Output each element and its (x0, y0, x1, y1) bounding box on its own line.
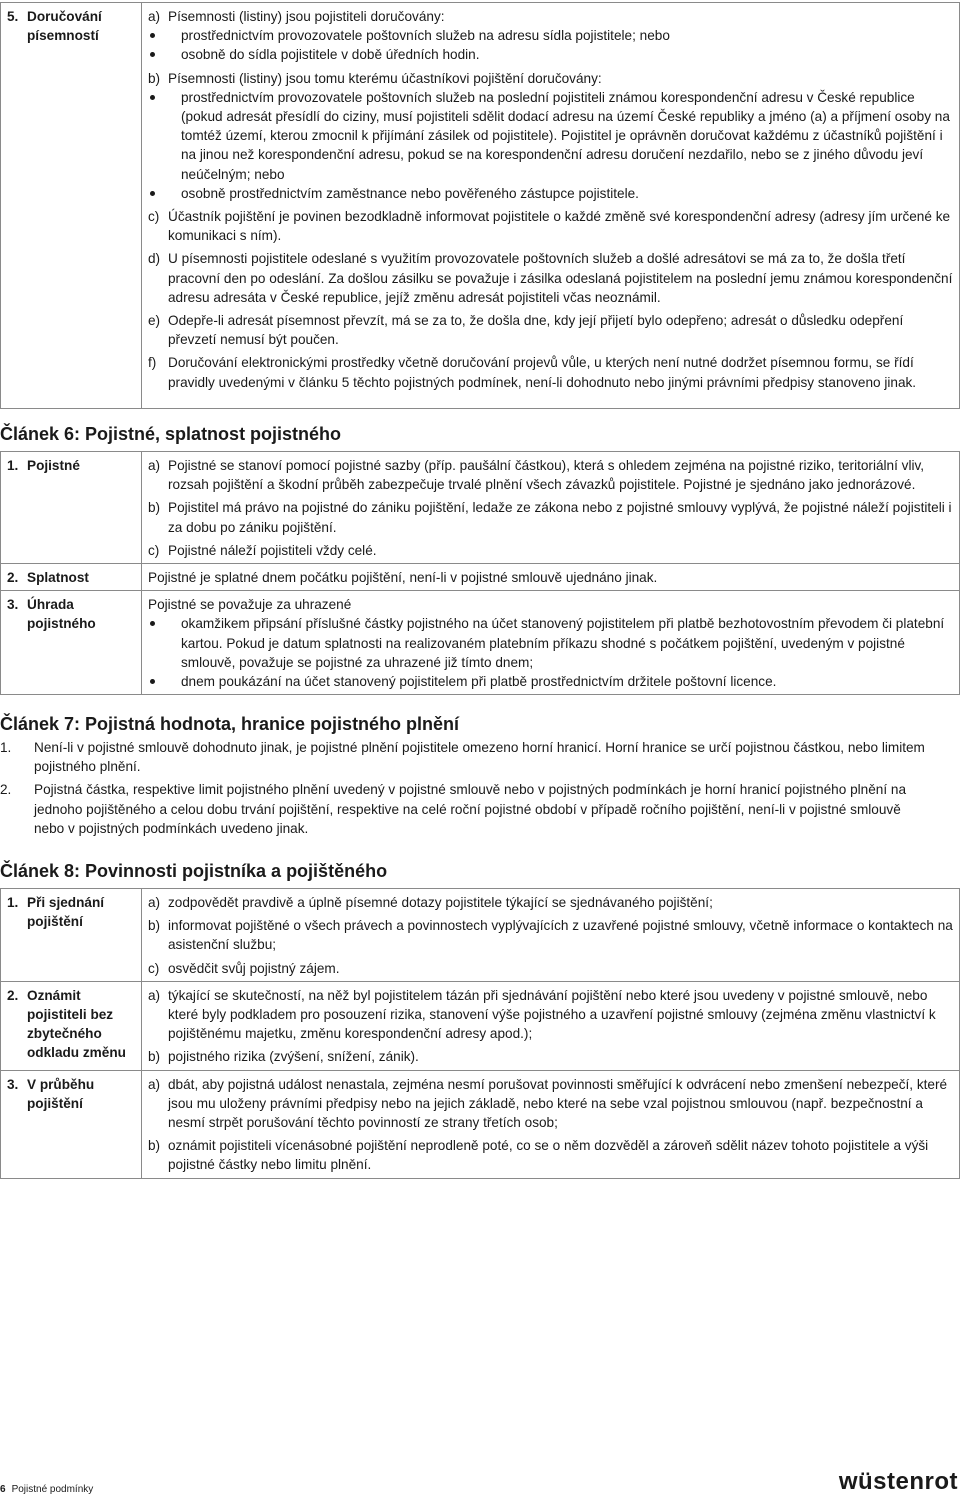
article-6-table (0, 451, 960, 695)
row-content (142, 981, 960, 1070)
bullet-item: dnem poukázání na účet stanovený pojistitelem při platbě prostřednictvím držitele poštovní licence. (181, 672, 953, 691)
list-item: b) Písemnosti (listiny) jsou tomu kterému účastníkovi pojištění doručovány: (148, 70, 602, 86)
section-5-table (0, 2, 960, 409)
list-item: 2. Pojistná částka, respektive limit pojistného plnění uvedený v pojistné smlouvě nebo v pojistných podmínkách je horní hranicí pojistného plnění na jednoho pojištěného a celou dobu trvání pojištění, respektive na celé roční pojistné období v případě ročního pojištění, není-li v pojistné smlouvě nebo v pojistných podmínkách uvedeno jinak. (0, 782, 907, 836)
bullet-list (148, 26, 953, 64)
list-item: a) týkající se skutečností, na něž byl pojistitelem tázán při sjednávání pojištění nebo které jsou uvedeny v pojistné smlouvě, nebo které byly podkladem pro posouzení rizika, stanovení výše pojistného a uzavření pojistné smlouvy (zejména změnu vlastnictví k pojištěnému majetku, změnu korespondenční adresy apod.); (148, 987, 936, 1042)
table-row (1, 3, 960, 409)
table-row (1, 1070, 960, 1178)
table-row (1, 889, 960, 982)
document-title: Pojistné podmínky (11, 1484, 94, 1495)
bullet-item: osobně do sídla pojistitele v době úředních hodin. (181, 45, 953, 64)
row-content (142, 889, 960, 982)
row-label: 3. Úhrada pojistného (1, 591, 142, 695)
article-8-table (0, 888, 960, 1179)
bullet-list (148, 614, 953, 691)
bullet-item: prostřednictvím provozovatele poštovních služeb na poslední pojistiteli známou korespondenční adresu v České republice (pokud adresát přesídlí do ciziny, musí pojistiteli sdělit dodací adresu na území České republiky a jméno (a) a příjmení osoby na tomtéž území, kterou zmocnil k přijímání zásilek od pojistitele). Pojistitel je oprávněn doručovat každému z účastníků pojištění i na jinou než korespondenční adresu, pokud se na korespondenční adresu doručení nezdařilo, nebo se z jiného důvodu jeví neúčelným; nebo (181, 88, 953, 184)
row-label: 1. Při sjednání pojištění (1, 889, 142, 982)
list-item: b) Pojistitel má právo na pojistné do zániku pojištění, ledaže ze zákona nebo z pojistné smlouvy vyplývá, že pojistné náleží pojistiteli i za dobu po zániku pojištění. (148, 500, 952, 535)
row-label: 1. Pojistné (1, 452, 142, 564)
row-content (142, 1070, 960, 1178)
list-item: c) Pojistné náleží pojistiteli vždy celé. (148, 542, 377, 558)
row-content: Pojistné se považuje za uhrazené okamžikem připsání příslušné částky pojistného na účet stanovený pojistitelem při platbě bezhotovostním převodem či platební kartou. Pokud je datum splatnosti na realizovaném platebním příkazu shodné s počátkem pojištění, uvedeným v pojistné smlouvě, považuje se pojistné za uhrazené již tímto dnem; dnem poukázání na účet stanovený pojistitelem při platbě prostřednictvím držitele poštovní licence. (142, 591, 960, 695)
list-item: b) oznámit pojistiteli vícenásobné pojištění neprodleně poté, co se o něm dozvěděl a zároveň sdělit název tohoto pojistitele a výši pojistné částky nebo limitu plnění. (148, 1138, 929, 1173)
list-item: c) Účastník pojištění je povinen bezodkladně informovat pojistitele o každé změně své korespondenční adresy (adresy jím určené ke komunikaci s ním). (148, 209, 951, 244)
row-label-text: Doručování písemností (27, 9, 102, 44)
row-content (142, 452, 960, 564)
list-item: a) Pojistné se stanoví pomocí pojistné sazby (příp. paušální částkou), která s ohledem zejména na pojistné riziko, teritoriální vliv, rozsah pojištění a škodní průběh zabezpečuje trvalé plnění všech závazků pojistitele. Pojistné je sjednáno jako jednorázové. (148, 458, 925, 493)
list-item: a) Písemnosti (listiny) jsou pojistiteli doručovány: (148, 9, 445, 24)
list-item: f) Doručování elektronickými prostředky včetně doručování projevů vůle, u kterých není nutné dodržet písemnou formu, se řídí pravidly uvedenými v článku 5 těchto pojistných podmínek, není-li dohodnuto nebo jinými právními předpisy stanoveno jinak. (148, 355, 917, 390)
article-7-heading: Článek 7: Pojistná hodnota, hranice pojistného plnění (0, 714, 460, 734)
list-item: e) Odepře-li adresát písemnost převzít, má se za to, že došla dne, kdy její přijetí bylo odepřeno; adresát o důsledku odepření převzetí nemusí být poučen. (148, 313, 904, 348)
table-row (1, 452, 960, 564)
list-item: a) zodpovědět pravdivě a úplně písemné dotazy pojistitele týkající se sjednávaného pojištění; (148, 895, 713, 910)
list-item: d) U písemnosti pojistitele odeslané s využitím provozovatele poštovních služeb a došlé adresátovi se má za to, že došla třetí pracovní den po odeslání. Za došlou zásilku se považuje i zásilka odeslaná pojistitelem na poslední jemu známou korespondenční adresu adresáta v České republice, jejíž změnu adresát pojistiteli včas neoznámil. (148, 251, 953, 305)
article-8-heading: Článek 8: Povinnosti pojistníka a pojištěného (0, 861, 388, 881)
list-item: a) dbát, aby pojistná událost nenastala, zejména nesmí porušovat povinnosti směřující k odvrácení nebo zmenšení nebezpečí, které jsou mu uloženy právními předpisy nebo na jejich základě, nebo které na sebe vzal pojistnou smlouvou (např. bezpečnostní a nesmí strpět porušování těchto povinností ze strany třetích osob; (148, 1076, 948, 1131)
row-label: 2. Splatnost (1, 564, 142, 591)
list-item: 1. Není-li v pojistné smlouvě dohodnuto jinak, je pojistné plnění pojistitele omezeno horní hranicí. Horní hranice se určí pojistnou částkou, nebo limitem pojistného plnění. (0, 740, 925, 775)
row-label: 2. Oznámit pojistiteli bez zbytečného odkladu změnu (1, 981, 142, 1070)
bullet-item: osobně prostřednictvím zaměstnance nebo pověřeného zástupce pojistitele. (181, 184, 953, 203)
page-footer (0, 1480, 93, 1499)
table-row (1, 981, 960, 1070)
row-label: 3. V průběhu pojištění (1, 1070, 142, 1178)
bullet-item: prostřednictvím provozovatele poštovních služeb na adresu sídla pojistitele; nebo (181, 26, 953, 45)
row-label: 5. Doručování písemností (1, 3, 142, 409)
bullet-list (148, 88, 953, 203)
row-content: Pojistné je splatné dnem počátku pojištění, není-li v pojistné smlouvě ujednáno jinak. (142, 564, 960, 591)
list-item: b) pojistného rizika (zvýšení, snížení, zánik). (148, 1049, 419, 1065)
table-row (1, 564, 960, 591)
article-7-list (0, 738, 930, 838)
bullet-item: okamžikem připsání příslušné částky pojistného na účet stanovený pojistitelem při platbě bezhotovostním převodem či platební kartou. Pokud je datum splatnosti na realizovaném platebním příkazu shodné s počátkem pojištění, uvedeným v pojistné smlouvě, považuje se pojistné za uhrazené již tímto dnem; (181, 614, 953, 672)
table-row (1, 591, 960, 695)
article-6-heading: Článek 6: Pojistné, splatnost pojistného (0, 424, 342, 444)
brand-logo: wüstenrot (838, 1468, 958, 1495)
page-number: 6 (0, 1484, 6, 1495)
list-item: c) osvědčit svůj pojistný zájem. (148, 960, 340, 976)
list-item: b) informovat pojištěné o všech právech a povinnostech vyplývajících z uzavřené pojistné smlouvy, včetně informace o kontaktech na asistenční službu; (148, 918, 953, 953)
row-content (142, 3, 960, 409)
